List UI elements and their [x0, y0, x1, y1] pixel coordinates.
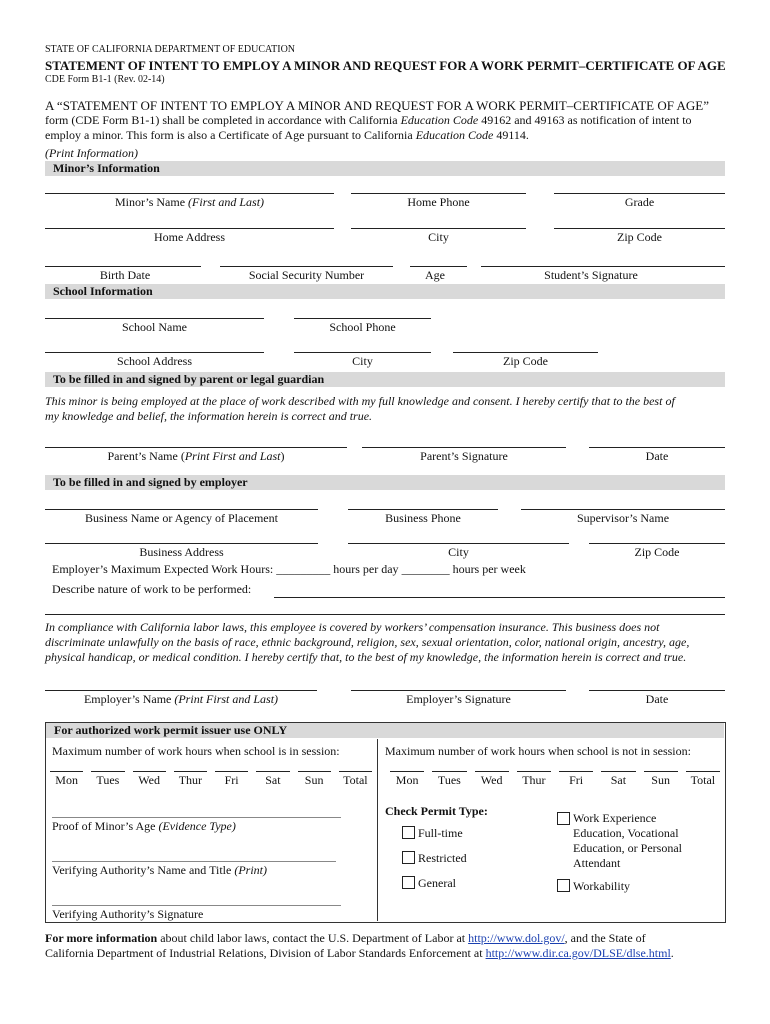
section-issuer-use: For authorized work permit issuer use ONLY — [46, 723, 724, 738]
supervisor-name-label: Supervisor’s Name — [576, 511, 670, 525]
minor-zip-field[interactable] — [554, 228, 725, 229]
not-in-session-fri-field[interactable] — [559, 771, 593, 772]
not-in-session-label: Maximum number of work hours when school is not in session: — [385, 744, 691, 758]
in-session-wed-field[interactable] — [133, 771, 166, 772]
not-in-session-mon-label: Mon — [395, 773, 419, 787]
school-city-label: City — [352, 354, 373, 368]
not-in-session-fri-label: Fri — [569, 773, 584, 787]
minor-city-field[interactable] — [351, 228, 526, 229]
in-session-sun-field[interactable] — [298, 771, 331, 772]
student-signature-label: Student’s Signature — [544, 268, 638, 282]
business-zip-field[interactable] — [589, 543, 725, 544]
business-address-field[interactable] — [45, 543, 318, 544]
restricted-label: Restricted — [418, 851, 467, 865]
check-permit-type-label: Check Permit Type: — [385, 804, 488, 818]
footer-bold-lead: For more information — [45, 931, 158, 945]
hours-per-day-label: hours per day — [333, 562, 399, 576]
in-session-tues-label: Tues — [96, 773, 120, 787]
full-time-checkbox[interactable] — [402, 826, 415, 839]
intro-line-1: A “STATEMENT OF INTENT TO EMPLOY A MINOR AND REQUEST FOR A WORK PERMIT–CERTIFICATE OF AGE” — [45, 98, 709, 113]
not-in-session-sat-field[interactable] — [601, 771, 635, 772]
school-city-field[interactable] — [294, 352, 431, 353]
school-zip-label: Zip Code — [503, 354, 548, 368]
hours-per-week-field[interactable]: ________ — [401, 562, 450, 576]
school-phone-field[interactable] — [294, 318, 431, 319]
business-city-label: City — [448, 545, 469, 559]
intro-line-2: form (CDE Form B1-1) shall be completed in accordance with California Education Code 49162 and 49163 as notification of intent to — [45, 113, 692, 127]
business-city-field[interactable] — [348, 543, 569, 544]
business-address-label: Business Address — [139, 545, 224, 559]
verifying-signature-field[interactable] — [52, 905, 341, 906]
in-session-total-label: Total — [343, 773, 368, 787]
grade-field[interactable] — [554, 193, 725, 194]
minor-city-label: City — [428, 230, 449, 244]
employer-signature-field[interactable] — [351, 690, 566, 691]
birth-date-label: Birth Date — [99, 268, 151, 282]
not-in-session-sun-label: Sun — [651, 773, 670, 787]
hours-per-day-field[interactable]: _________ — [276, 562, 331, 576]
parent-signature-field[interactable] — [362, 447, 566, 448]
form-title: STATEMENT OF INTENT TO EMPLOY A MINOR AND REQUEST FOR A WORK PERMIT–CERTIFICATE OF AGE — [45, 58, 726, 73]
verifying-name-field[interactable] — [52, 861, 336, 862]
not-in-session-sun-field[interactable] — [644, 771, 678, 772]
business-zip-label: Zip Code — [634, 545, 680, 559]
issuer-column-divider — [377, 739, 378, 921]
nature-of-work-label: Describe nature of work to be performed: — [52, 582, 252, 596]
employer-signature-label: Employer’s Signature — [406, 692, 511, 706]
supervisor-name-field[interactable] — [521, 509, 725, 510]
birth-date-field[interactable] — [45, 266, 201, 267]
parent-signature-label: Parent’s Signature — [420, 449, 508, 463]
parent-date-label: Date — [645, 449, 669, 463]
home-address-field[interactable] — [45, 228, 334, 229]
home-phone-field[interactable] — [351, 193, 526, 194]
not-in-session-wed-field[interactable] — [475, 771, 509, 772]
student-signature-field[interactable] — [481, 266, 725, 267]
section-employer: To be filled in and signed by employer — [45, 475, 725, 490]
work-experience-label: Work Experience Education, Vocational Education, or Personal Attendant — [573, 811, 682, 870]
school-name-field[interactable] — [45, 318, 264, 319]
in-session-label: Maximum number of work hours when school is in session: — [52, 744, 340, 758]
workability-label: Workability — [573, 879, 631, 893]
not-in-session-thur-field[interactable] — [517, 771, 551, 772]
minor-name-field[interactable] — [45, 193, 334, 194]
max-hours-row — [52, 562, 526, 577]
in-session-total-field[interactable] — [339, 771, 372, 772]
business-phone-label: Business Phone — [385, 511, 461, 525]
section-school-information: School Information — [45, 284, 725, 299]
in-session-fri-field[interactable] — [215, 771, 248, 772]
not-in-session-tues-label: Tues — [437, 773, 461, 787]
school-phone-label: School Phone — [329, 320, 396, 334]
employer-name-field[interactable] — [45, 690, 317, 691]
employer-date-field[interactable] — [589, 690, 725, 691]
school-address-label: School Address — [117, 354, 192, 368]
minor-name-label: Minor’s Name (First and Last) — [114, 195, 265, 209]
school-address-field[interactable] — [45, 352, 264, 353]
print-information-note: (Print Information) — [45, 146, 138, 160]
in-session-day-fields — [46, 760, 376, 796]
business-name-field[interactable] — [45, 509, 318, 510]
intro-line-3: employ a minor. This form is also a Certificate of Age pursuant to California Education Code 49114. — [45, 128, 529, 142]
age-field[interactable] — [410, 266, 467, 267]
parent-name-label: Parent’s Name (Print First and Last) — [107, 449, 285, 463]
full-time-label: Full-time — [418, 826, 463, 840]
employer-date-label: Date — [645, 692, 669, 706]
form-id: CDE Form B1-1 (Rev. 02-14) — [45, 74, 165, 85]
compliance-statement: In compliance with California labor laws, this employee is covered by workers’ compensation insurance. This business does not discriminate unlawfully on the basis of race, ethnic background, religion, sex, sexual orientation, color, national origin, ancestry, age, physical handicap, or medical condition. I hereby certify that, to the best of my knowledge, the information herein is correct and true. — [45, 620, 690, 664]
not-in-session-mon-field[interactable] — [390, 771, 424, 772]
parent-consent-statement: This minor is being employed at the place of work described with my full knowledge and consent. I hereby certify that to the best of my knowledge and belief, the information herein is correct and true. — [45, 394, 675, 423]
home-phone-label: Home Phone — [407, 195, 470, 209]
ssn-field[interactable] — [220, 266, 393, 267]
in-session-wed-label: Wed — [138, 773, 160, 787]
in-session-mon-field[interactable] — [50, 771, 83, 772]
agency-name: STATE OF CALIFORNIA DEPARTMENT OF EDUCATION — [45, 44, 296, 55]
business-name-label: Business Name or Agency of Placement — [85, 511, 278, 525]
grade-label: Grade — [624, 195, 655, 209]
general-checkbox[interactable] — [402, 876, 415, 889]
intro-paragraph — [45, 98, 730, 143]
not-in-session-tues-field[interactable] — [432, 771, 466, 772]
not-in-session-sat-label: Sat — [610, 773, 627, 787]
footer-info: For more information about child labor laws, contact the U.S. Department of Labor at http://www.dol.gov/, and the State of California Department of Industrial Relations, Division of Labor Standards Enforcement at http://www.dir.ca.gov/DLSE/dlse.html. — [45, 931, 674, 960]
in-session-fri-label: Fri — [224, 773, 239, 787]
not-in-session-total-label: Total — [690, 773, 716, 787]
dol-link[interactable]: http://www.dol.gov/ — [468, 931, 565, 945]
hours-per-week-label: hours per week — [452, 562, 526, 576]
ssn-label: Social Security Number — [248, 268, 365, 282]
parent-date-field[interactable] — [589, 447, 725, 448]
school-zip-field[interactable] — [453, 352, 598, 353]
nature-of-work-field-2[interactable] — [45, 614, 725, 615]
nature-of-work-field[interactable] — [274, 597, 725, 598]
verifying-name-label: Verifying Authority’s Name and Title (Print) — [52, 863, 267, 877]
proof-of-age-label: Proof of Minor’s Age (Evidence Type) — [52, 819, 236, 833]
minor-zip-label: Zip Code — [617, 230, 662, 244]
work-experience-checkbox[interactable] — [557, 812, 570, 825]
in-session-mon-label: Mon — [55, 773, 78, 787]
not-in-session-wed-label: Wed — [480, 773, 503, 787]
parent-name-field[interactable] — [45, 447, 347, 448]
not-in-session-thur-label: Thur — [522, 773, 546, 787]
in-session-thur-label: Thur — [178, 773, 203, 787]
home-address-label: Home Address — [154, 230, 225, 244]
max-hours-label: Employer’s Maximum Expected Work Hours: — [52, 562, 274, 576]
school-name-label: School Name — [122, 320, 187, 334]
dlse-link[interactable]: http://www.dir.ca.gov/DLSE/dlse.html — [485, 946, 671, 960]
in-session-sun-label: Sun — [304, 773, 324, 787]
employer-name-label: Employer’s Name (Print First and Last) — [83, 692, 279, 706]
in-session-thur-field[interactable] — [174, 771, 207, 772]
verifying-signature-label: Verifying Authority’s Signature — [52, 907, 204, 921]
business-phone-field[interactable] — [348, 509, 498, 510]
age-label: Age — [425, 268, 445, 282]
section-parent-guardian: To be filled in and signed by parent or legal guardian — [45, 372, 725, 387]
not-in-session-day-fields — [386, 760, 724, 796]
workability-checkbox[interactable] — [557, 879, 570, 892]
not-in-session-total-field[interactable] — [686, 771, 720, 772]
general-label: General — [418, 876, 456, 890]
in-session-sat-label: Sat — [265, 773, 281, 787]
in-session-tues-field[interactable] — [91, 771, 124, 772]
restricted-checkbox[interactable] — [402, 851, 415, 864]
proof-of-age-field[interactable] — [52, 817, 341, 818]
section-minor-information: Minor’s Information — [45, 161, 725, 176]
in-session-sat-field[interactable] — [256, 771, 289, 772]
